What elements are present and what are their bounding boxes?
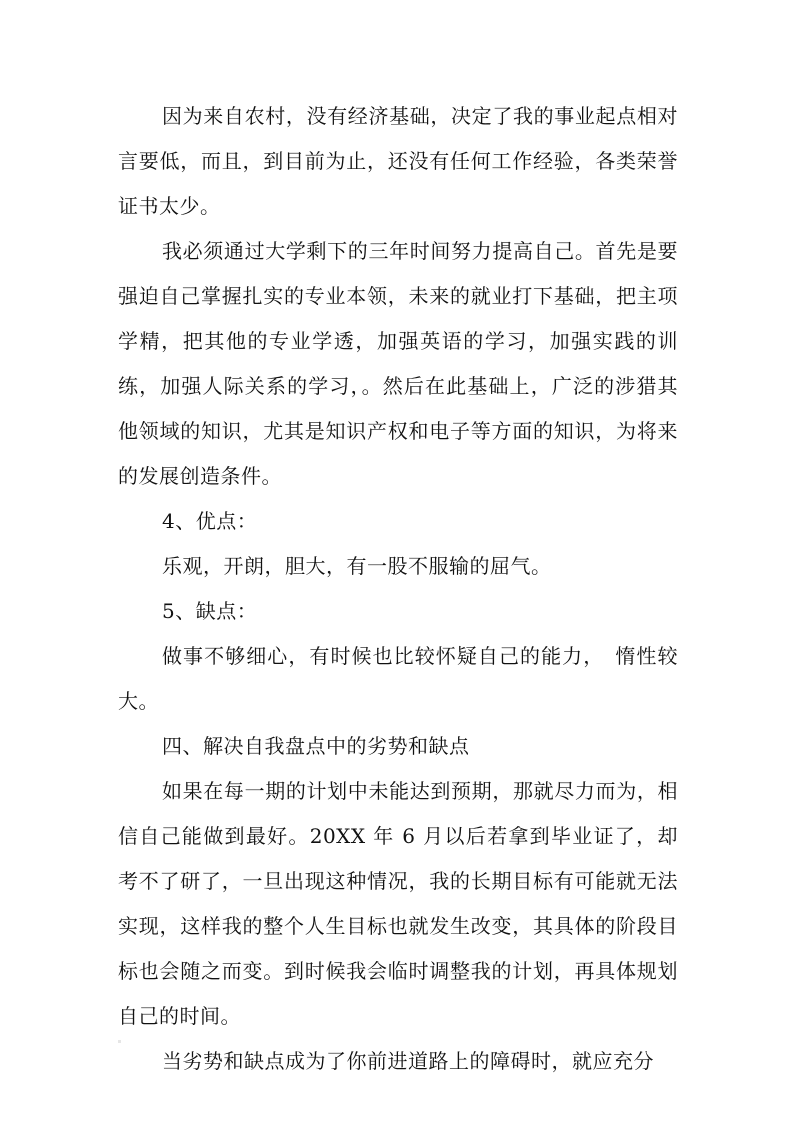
- paragraph-obstacles: 当劣势和缺点成为了你前进道路上的障碍时，就应充分: [162, 1049, 654, 1073]
- heading-weaknesses: 5、缺点：: [162, 599, 258, 623]
- page-corner-mark: [118, 1040, 121, 1043]
- document-body: [118, 94, 678, 1084]
- paragraph-contingency: 如果在每一期的计划中未能达到预期，那就尽力而为，相信自己能做到最好。20XX 年 6 月以后若拿到毕业证了，却考不了研了，一旦出现这种情况，我的长期目标有可能就无法实现，这样我的整个人生目标也就发生改变，其具体的阶段目标也会随之而变。到时候我会临时调整我的计划，再具体规划自己的时间。: [118, 779, 678, 1028]
- paragraph-weaknesses: 做事不够细心，有时候也比较怀疑自己的能力， 惰性较大。: [118, 644, 678, 713]
- paragraph-improvement-plan: 我必须通过大学剩下的三年时间努力提高自己。首先是要强迫自己掌握扎实的专业本领，未来的就业打下基础，把主项学精，把其他的专业学透，加强英语的学习，加强实践的训练，加强人际关系的学习，。然后在此基础上，广泛的涉猎其他领域的知识，尤其是知识产权和电子等方面的知识，为将来的发展创造条件。: [118, 239, 678, 488]
- paragraph-strengths: 乐观，开朗，胆大，有一股不服输的屈气。: [162, 554, 552, 578]
- paragraph-background: 因为来自农村，没有经济基础，决定了我的事业起点相对言要低，而且，到目前为止，还没有任何工作经验，各类荣誉证书太少。: [118, 104, 678, 218]
- heading-strengths: 4、优点：: [162, 509, 258, 533]
- section-heading-four: 四、解决自我盘点中的劣势和缺点: [162, 734, 470, 758]
